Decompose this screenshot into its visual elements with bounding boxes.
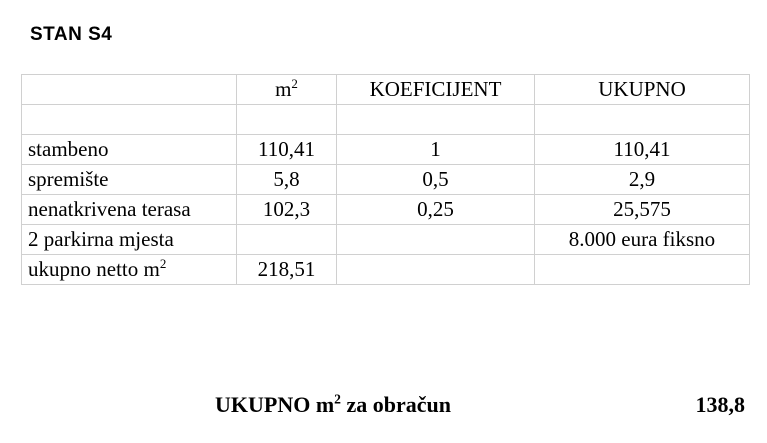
- cell-label: 2 parkirna mjesta: [22, 225, 237, 255]
- cell-m2: [237, 105, 337, 135]
- header-cell-ukupno: UKUPNO: [535, 75, 750, 105]
- header-cell-label: [22, 75, 237, 105]
- header-m2-superscript: 2: [291, 76, 298, 92]
- cell-koeficijent: [337, 255, 535, 285]
- table-row: [22, 105, 750, 135]
- cell-label-superscript: 2: [159, 256, 167, 272]
- header-m2-text: m: [275, 77, 292, 102]
- cell-koeficijent: 1: [337, 135, 535, 165]
- cell-label: [22, 255, 237, 285]
- cell-ukupno: 2,9: [535, 165, 750, 195]
- footer-total-value: 138,8: [695, 392, 745, 417]
- cell-koeficijent: [337, 105, 535, 135]
- cell-ukupno: 110,41: [535, 135, 750, 165]
- cell-label: [22, 105, 237, 135]
- cell-label: spremište: [22, 165, 237, 195]
- page-title: STAN S4: [30, 24, 113, 45]
- cell-ukupno: [535, 105, 750, 135]
- cell-koeficijent: 0,5: [337, 165, 535, 195]
- table-row: [22, 195, 750, 225]
- table-row: [22, 165, 750, 195]
- cell-ukupno: [535, 255, 750, 285]
- footer-label-part2: za obračun: [340, 392, 451, 417]
- footer-label-superscript: 2: [334, 391, 341, 407]
- cell-label-text: ukupno netto m: [28, 257, 160, 282]
- table-row: [22, 255, 750, 285]
- table-row: [22, 225, 750, 255]
- header-cell-m2: [237, 75, 337, 105]
- footer-total-label: [215, 392, 451, 418]
- cell-koeficijent: 0,25: [337, 195, 535, 225]
- header-cell-koeficijent: KOEFICIJENT: [337, 75, 535, 105]
- table-row: [22, 135, 750, 165]
- cell-m2: 218,51: [237, 255, 337, 285]
- table-header-row: [22, 75, 750, 105]
- cell-m2: 110,41: [237, 135, 337, 165]
- cell-m2: 5,8: [237, 165, 337, 195]
- cell-ukupno: 25,575: [535, 195, 750, 225]
- measurements-table-wrapper: [21, 74, 749, 285]
- cell-m2: 102,3: [237, 195, 337, 225]
- cell-label: stambeno: [22, 135, 237, 165]
- cell-ukupno: 8.000 eura fiksno: [535, 225, 750, 255]
- footer-total: [0, 392, 767, 426]
- cell-label: nenatkrivena terasa: [22, 195, 237, 225]
- cell-m2: [237, 225, 337, 255]
- measurements-table: [21, 74, 750, 285]
- footer-label-part1: UKUPNO m: [215, 392, 335, 417]
- cell-koeficijent: [337, 225, 535, 255]
